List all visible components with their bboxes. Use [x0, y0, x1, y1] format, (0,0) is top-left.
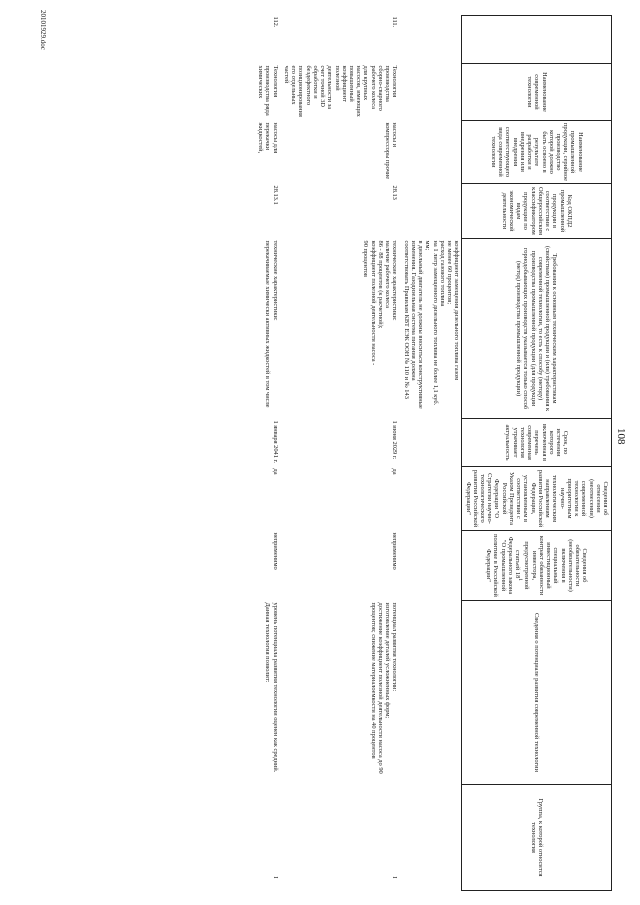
cell-number: 112. — [271, 16, 279, 28]
technology-table — [255, 15, 612, 891]
cell-group: I — [271, 876, 279, 879]
cell-requirements: технические характеристики: наличие рабочего колеса 86 - 88 процентов (к расчетной); коэффициент полезной деятельности насоса - 90 процентов — [362, 240, 399, 366]
cell-product: насосы для перекачки жидкостей, — [257, 122, 279, 154]
header-product-name: Наименование промышленной продукции, серийное производство которой должно быть освоено в результате разработки и внедрения или внедрения соответствующего вида современной технологии — [462, 121, 612, 184]
header-technology-name: Наименование современной технологии — [462, 64, 612, 121]
header-blank — [462, 16, 612, 64]
cell-potential: уровень потенциала развития технологии оценен как средний. Данная технология позволит: — [264, 602, 279, 773]
cell-deadline: 1 июня 2029 г. — [391, 420, 399, 460]
rotated-landscape-content — [27, 0, 632, 905]
cell-technology: Технология производства ряда химических — [257, 65, 279, 116]
cell-requirements: технические характеристики: перекачиваемые химически активных жидкостей в том числе — [264, 240, 279, 408]
table-row-continuation — [400, 16, 461, 891]
cell-obligation: неприменимо — [271, 532, 279, 570]
cell-number: 111. — [391, 16, 399, 28]
cell-requirements: коэффициент замещения дизельного топлива газом не менее 60 процентов; расход газового топлива на 1 литр замещенного дизельного топлива не более 1,1 куб. мм; в дизельный двигатель не должны вноситься конструктивные изменения. Газодизельная система питания должна соответствовать Правилам КВТ ЕЭК ООН № 110 и № 143 — [402, 240, 461, 409]
header-requirements: Требования к основным техническим характеристикам (свойствам) промышленной продукции и (или) требования к современной технологии, то есть к способу (методу) производства промышленной продукции (для продукции горнодобывающих производств указывается только способ (метод) производства промышленной продукции) — [462, 239, 612, 419]
cell-technology: Технология производства сборно-сварного рабочего колеса для крупных насосов, имеющих повышенный коэффициент полезной деятельности за счет точной 3D обработки и бездефектного позиционирования его отдельных частей — [282, 65, 399, 117]
header-okpd2-code: Код ОКПД2 промышленной продукции в соответствии с Общероссийским классификатором продукции по видам экономической деятельности — [462, 184, 612, 239]
page-number: 108 — [615, 428, 627, 445]
cell-code: 28.13.1 — [271, 185, 279, 205]
table-header-row — [462, 16, 612, 891]
cell-deadline: 1 января 2041 г. — [271, 420, 279, 464]
cell-product: насосы и компрессоры прочие — [384, 122, 399, 180]
cell-group: I — [391, 876, 399, 879]
cell-priority: да — [391, 468, 399, 475]
header-priority: Сведения об отнесении (неотнесении) современной технологии к приоритетным научно-технологическим направлениям развития Российской Федерации, установленным в соответствии с Указом Президента Российской Федерации "О Стратегии научно-технологического развития Российской Федерации" — [462, 467, 612, 531]
table-row — [255, 16, 281, 891]
table-row — [281, 16, 401, 891]
cell-code: 28.13 — [391, 185, 399, 200]
cell-potential: потенциал развития технологии: изготовление деталей усложненных форм; достижение коэффициент полезной деятельности насоса до 90 процентов; снижение материалоемкости на 40 процентов — [369, 602, 399, 774]
cell-obligation: неприменимо — [391, 532, 399, 570]
cell-priority: да — [271, 468, 279, 475]
header-group: Группа, к которой относится технология — [462, 785, 612, 891]
file-name: 20101929.doc — [39, 10, 47, 50]
header-obligation: Сведения об обязательности (необязательности) включения в специальный инвестиционный контракт обязанности инвестора, предусмотренной статьей $18^1$ Федерального закона "О промышленной политике в Российской Федерации" — [462, 531, 612, 601]
header-deadline: Срок, по истечении которого включенная в перечень современная технология утрачивает актуальность — [462, 419, 612, 467]
header-potential: Сведения о потенциале развития современной технологии — [462, 601, 612, 785]
